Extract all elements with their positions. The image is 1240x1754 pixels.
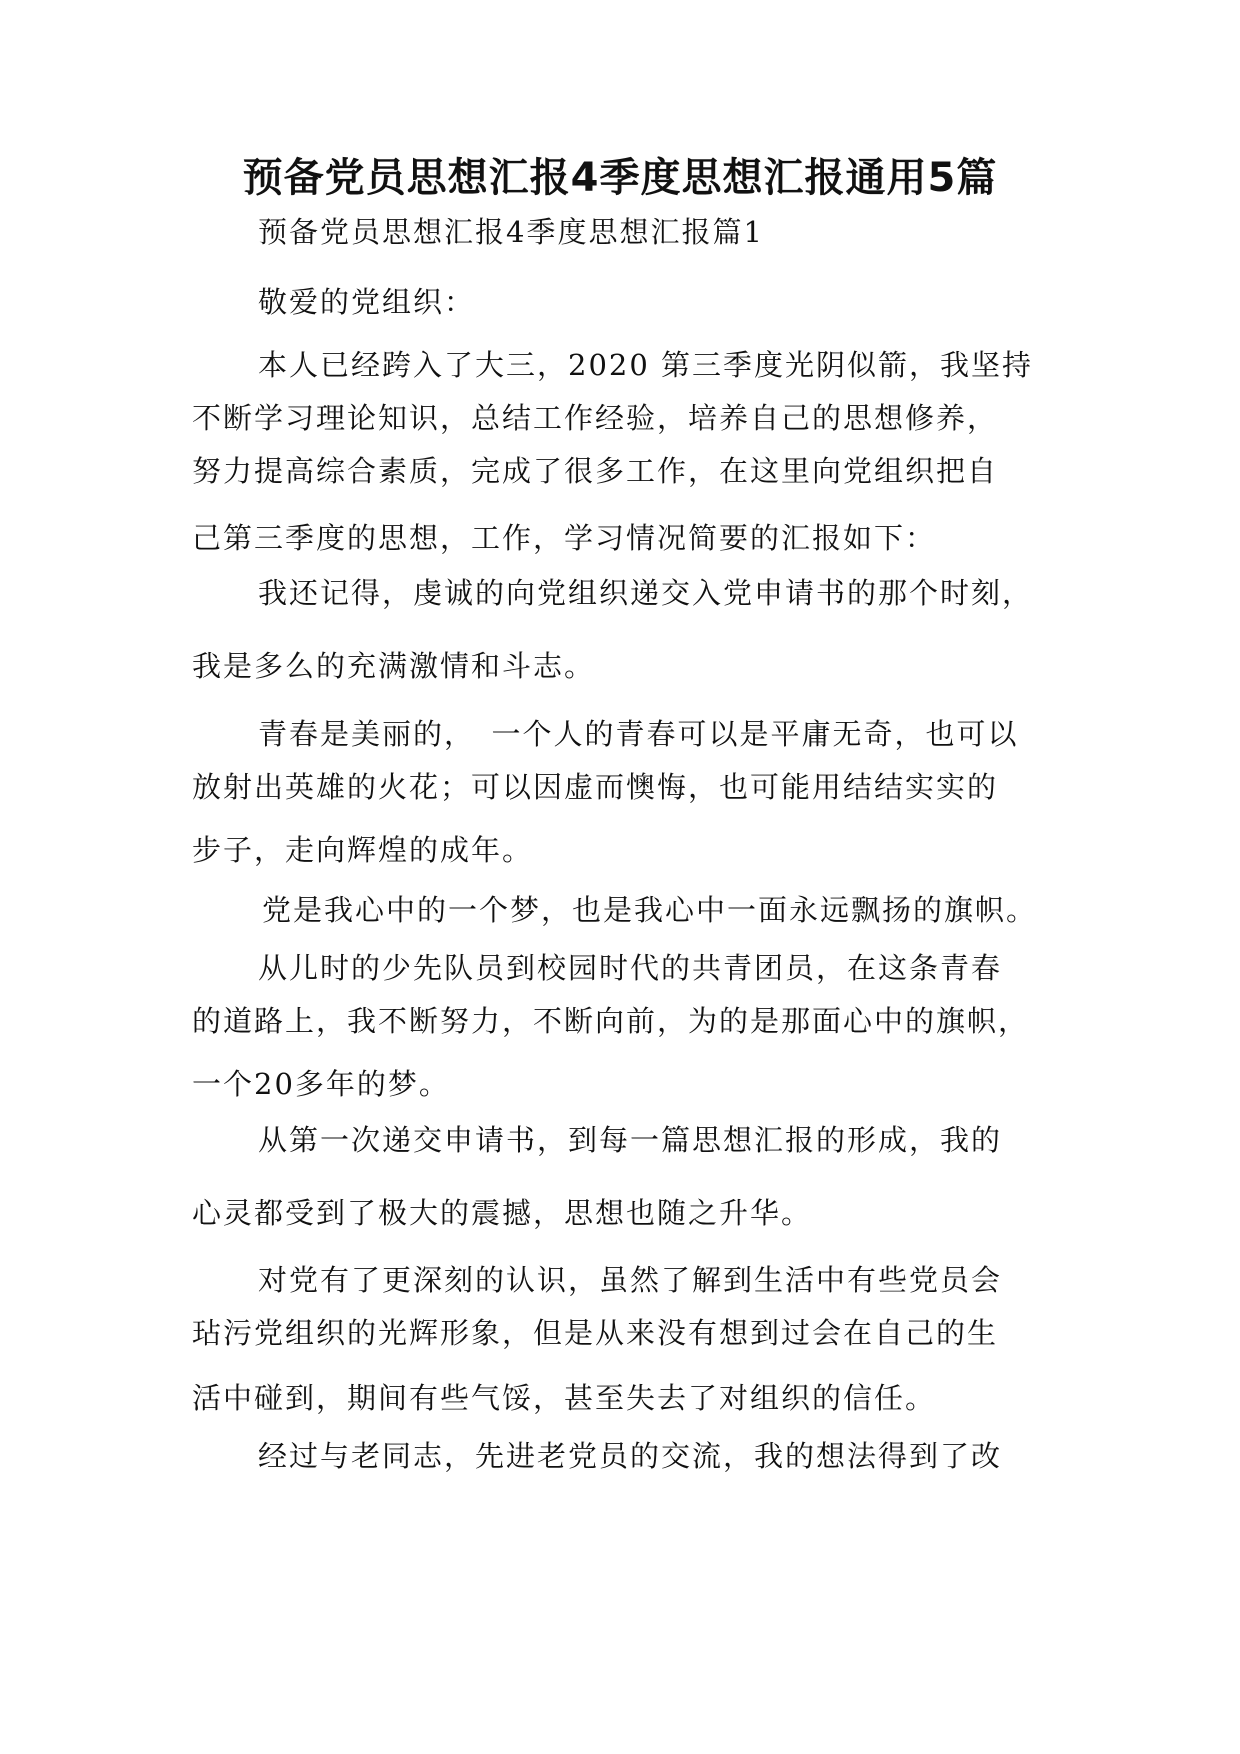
paragraph-line: 玷污党组织的光辉形象，但是从来没有想到过会在自己的生 bbox=[192, 1316, 999, 1350]
paragraph-line: 放射出英雄的火花；可以因虚而懊悔，也可能用结结实实的 bbox=[192, 770, 999, 804]
paragraph-line: 从儿时的少先队员到校园时代的共青团员，在这条青春 bbox=[258, 951, 1003, 985]
paragraph-line: 从第一次递交申请书，到每一篇思想汇报的形成，我的 bbox=[258, 1123, 1003, 1157]
paragraph-line: 活中碰到，期间有些气馁，甚至失去了对组织的信任。 bbox=[192, 1381, 937, 1415]
paragraph-line: 对党有了更深刻的认识，虽然了解到生活中有些党员会 bbox=[258, 1263, 1003, 1297]
paragraph-line: 心灵都受到了极大的震撼，思想也随之升华。 bbox=[192, 1196, 813, 1230]
paragraph-line: 党是我心中的一个梦，也是我心中一面永远飘扬的旗帜。 bbox=[262, 893, 1038, 927]
paragraph-line: 青春是美丽的， 一个人的青春可以是平庸无奇，也可以 bbox=[258, 717, 1019, 751]
paragraph-line: 的道路上，我不断努力，不断向前，为的是那面心中的旗帜， bbox=[192, 1004, 1030, 1038]
paragraph-line: 我还记得，虔诚的向党组织递交入党申请书的那个时刻， bbox=[258, 576, 1034, 610]
paragraph-line: 我是多么的充满激情和斗志。 bbox=[192, 649, 596, 683]
paragraph-line: 步子，走向辉煌的成年。 bbox=[192, 833, 534, 867]
salutation: 敬爱的党组织： bbox=[258, 285, 476, 319]
paragraph-line: 经过与老同志，先进老党员的交流，我的想法得到了改 bbox=[258, 1439, 1003, 1473]
paragraph-line: 不断学习理论知识，总结工作经验，培养自己的思想修养， bbox=[192, 401, 999, 435]
paragraph-line: 本人已经跨入了大三，2020 第三季度光阴似箭，我坚持 bbox=[258, 348, 1034, 382]
paragraph-line: 一个20多年的梦。 bbox=[192, 1067, 450, 1101]
paragraph-line: 己第三季度的思想，工作，学习情况简要的汇报如下： bbox=[192, 521, 937, 555]
document-title: 预备党员思想汇报4季度思想汇报通用5篇 bbox=[242, 155, 998, 201]
paragraph-line: 努力提高综合素质，完成了很多工作，在这里向党组织把自 bbox=[192, 454, 999, 488]
section-heading: 预备党员思想汇报4季度思想汇报篇1 bbox=[258, 215, 764, 249]
